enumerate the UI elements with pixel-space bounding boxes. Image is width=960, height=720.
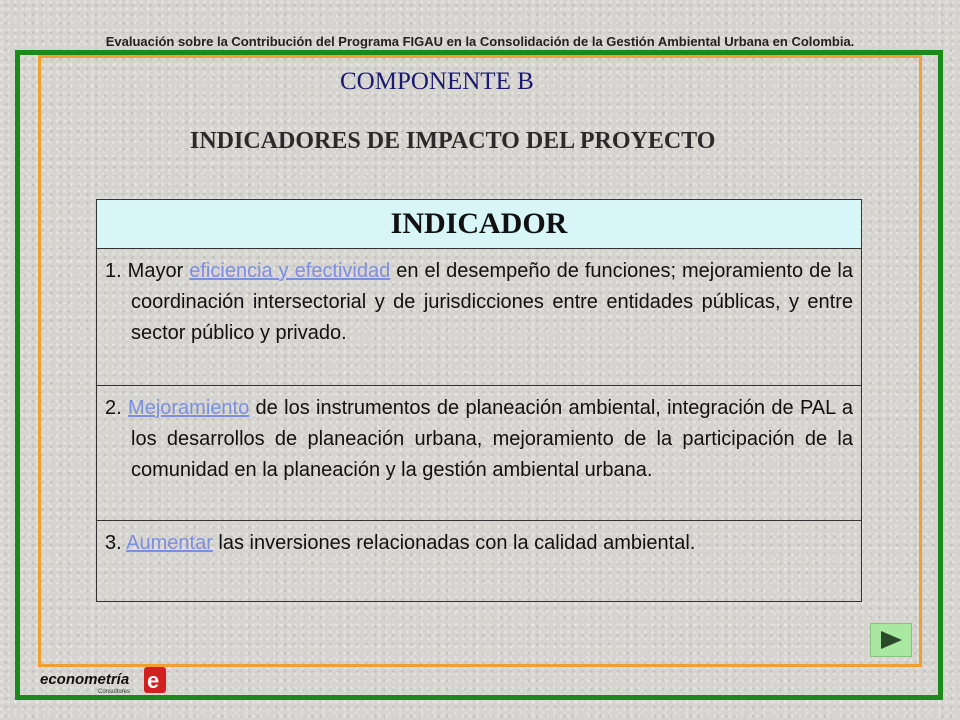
svg-text:Consultores: Consultores xyxy=(98,689,131,695)
indicator-table xyxy=(96,199,862,602)
indicator-table-header: INDICADOR xyxy=(97,200,861,249)
header-caption: Evaluación sobre la Contribución del Programa FIGAU en la Consolidación de la Gestión Ambiental Urbana en Colombia. xyxy=(105,34,855,49)
svg-text:e: e xyxy=(147,668,160,693)
indicator-link[interactable]: Aumentar xyxy=(126,532,213,554)
indicator-row xyxy=(97,249,861,386)
play-triangle-right-icon xyxy=(878,629,904,651)
indicator-text: de los instrumentos de planeación ambiental, integración de PAL a los desarrollos de planeación urbana, mejoramiento de la participación de la comunidad en la planeación y la gestión ambiental urbana. xyxy=(131,397,853,481)
indicator-link[interactable]: eficiencia y efectividad xyxy=(189,260,391,282)
indicator-text: 2. xyxy=(105,397,129,419)
next-slide-button[interactable] xyxy=(870,623,912,657)
svg-text:econometría: econometría xyxy=(40,671,130,688)
indicator-text: las inversiones relacionadas con la calidad ambiental. xyxy=(212,532,696,554)
indicator-text: en el desempeño de funciones; mejoramiento de la coordinación intersectorial y de jurisdicciones entre entidades públicas, y entre sector público y privado. xyxy=(131,260,853,344)
company-logo xyxy=(40,665,170,695)
indicator-text: 1. Mayor xyxy=(105,260,190,282)
indicator-row xyxy=(97,386,861,521)
indicator-row xyxy=(97,521,861,601)
indicator-link[interactable]: Mejoramiento xyxy=(128,397,250,419)
indicator-text: 3. xyxy=(105,532,127,554)
section-title: INDICADORES DE IMPACTO DEL PROYECTO xyxy=(190,128,716,154)
component-title: COMPONENTE B xyxy=(340,68,534,95)
